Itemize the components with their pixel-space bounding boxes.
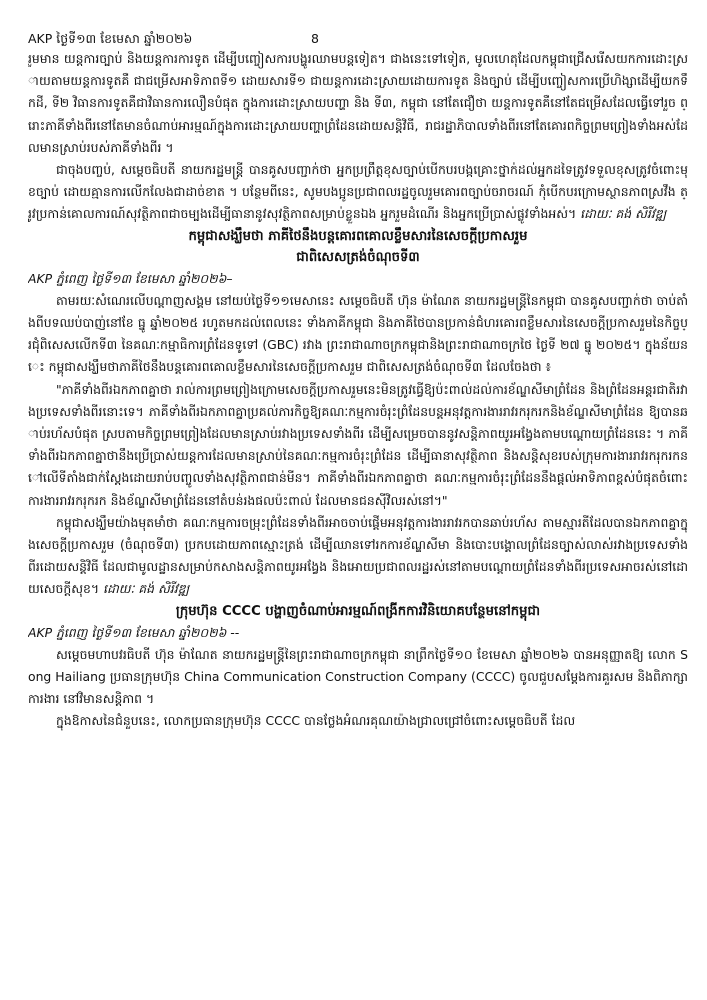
paragraph-conclusion	[28, 159, 688, 226]
paragraph-continued: រួមមាន យន្តការច្បាប់ និងយន្តការការទូត ដើម្បីបញ្ចៀសការបង្ហូរឈាមបន្តទៀត។ ជាងនេះទៅទៀត, មូលហេតុដែលកម្ពុជាជ្រើសរើសយកការដោះស្រាយតាមយន្តការទូតគឺ ជាជម្រើសអាទិភាពទី១ ដោយសារទី១ ជាយន្តការដោះស្រាយដោយការទូត និងច្បាប់ ដើម្បីបញ្ចៀសការប្រើហិង្សាដើម្បីយកទឹកដី, ទី២ វិធានការទូតគឺជាវិធានការលឿនបំផុត ក្នុងការដោះស្រាយបញ្ហា និង ទី៣, កម្ពុជា នៅតែជឿថា យន្តការទូតគឺនៅតែជម្រើសដែលធ្វើទៅរួច ព្រោះភាគីទាំងពីរនៅតែមានចំណាប់អារម្មណ៍ក្នុងការដោះស្រាយបញ្ហាព្រំដែនដោយសន្តិវិធី, រាជរដ្ឋាភិបាលទាំងពីរនៅតែគោរពកិច្ចព្រមព្រៀងទាំងអស់ដែលមានស្រាប់របស់ភាគីទាំងពីរ ។	[28, 51, 688, 155]
document-page	[28, 30, 688, 995]
article-1-byline: ដោយៈ គង់ សិរីវឌ្ឍ	[103, 581, 190, 597]
article-2-paragraph: សម្តេចមហាបវរធិបតី ហ៊ុន ម៉ាណែត នាយករដ្ឋមន្ត្រីនៃព្រះរាជាណាចក្រកម្ពុជា នាព្រឹកថ្ងៃទី១០ ខែមេសា ឆ្នាំ២០២៦ បានអនុញ្ញាតឱ្យ លោក Song Hailiang ប្រធានក្រុមហ៊ុន China Communication Construction Company (CCCC) ចូលជួបសម្តែងការគួរសម និងពិភាក្សាការងារ នៅវិមានសន្តិភាព ។	[28, 646, 688, 707]
article-1-quote: "ភាគីទាំងពីរឯកភាពគ្នាថា រាល់ការព្រមព្រៀងក្រោមសេចក្តីប្រកាសរួមនេះមិនត្រូវធ្វើឱ្យប៉ះពាល់ដល់ការខ័ណ្ឌសីមាព្រំដែន និងព្រំដែនអន្តរជាតិរវាងប្រទេសទាំងពីរនោះទេ។ ភាគីទាំងពីរឯកភាពគ្នាប្រគល់ភារកិច្ចឱ្យគណៈកម្មការចំរុះព្រំដែនបន្តអនុវត្តការងាររាវរករុករកនិងខ័ណ្ឌសីមាព្រំដែន ឱ្យបានឆាប់រហ័សបំផុត ស្របតាមកិច្ចព្រមព្រៀងដែលមានស្រាប់រវាងប្រទេសទាំងពីរ ដើម្បីសម្រេចបាននូវសន្តិភាពយូរអង្វែងតាមបណ្តោយព្រំដែននេះ ។ ភាគីទាំងពីរឯកភាពគ្នាថានឹងប្រើប្រាស់យន្តការដែលមានស្រាប់នៃគណៈកម្មការចំរុះព្រំដែន ដើម្បីធានាសុវត្ថិភាព និងសន្តិសុខរបស់ក្រុមការងាររាវរករុករកនៅលើទីតាំងជាក់ស្តែងដោយរាប់បញ្ចូលទាំងសុវត្ថិភាពជាន់មីន។ ភាគីទាំងពីរឯកភាពគ្នាថា គណៈកម្មការចំរុះព្រំដែននឹងផ្តល់អាទិភាពខ្ពស់បំផុតចំពោះការងាររាវរករុករក និងខ័ណ្ឌសីមាព្រំដែននៅតំបន់រងផលប៉ះពាល់ ដែលមានជនស៊ីវិលរស់នៅ។"	[28, 381, 688, 508]
article-1-headline-line2: ជាពិសេសត្រង់ចំណុចទី៣	[296, 249, 420, 265]
article-2-dateline: AKP ភ្នំពេញ ថ្ងៃទី១៣ ខែមេសា ឆ្នាំ២០២៦ --	[28, 624, 240, 640]
byline: ដោយៈ គង់ សិរីវឌ្ឍ	[580, 206, 667, 222]
running-header	[28, 30, 688, 48]
paragraph-conclusion-text: ជាចុងបញ្ចប់, សម្តេចធិបតី នាយករដ្ឋមន្ត្រី បានគូសបញ្ជាក់ថា អ្នកប្រព្រឹត្តខុសច្បាប់បើកបរបង្កគ្រោះថ្នាក់ដល់អ្នកដទៃត្រូវទទួលខុសត្រូវចំពោះមុខច្បាប់ ដោយគ្មានការលើកលែងជាដាច់ខាត ។ បន្ថែមពីនេះ, សូមបងប្អូនប្រជាពលរដ្ឋចូលរួមគោរពច្បាប់ចរាចរណ៍ កុំបើកបរក្រោមស្ថានភាពស្រវឹង ត្រូវប្រកាន់គោលការណ៍សុវត្ថិភាពជាចម្បងដើម្បីធានានូវសុវត្ថិភាពសម្រាប់ខ្លួនឯង អ្នករួមដំណើរ និងអ្នកប្រើប្រាស់ផ្លូវទាំងអស់។	[28, 162, 688, 222]
article-1-closing-text: កម្ពុជាសង្ឃឹមយ៉ាងមុតមាំថា គណៈកម្មការចម្រុះព្រំដែនទាំងពីរអាចចាប់ផ្តើមអនុវត្តការងាររាវរកបានឆាប់រហ័ស តាមស្មារតីដែលបានឯកភាពគ្នាក្នុងសេចក្តីប្រកាសរួម (ចំណុចទី៣) ប្រកបដោយភាពស្មោះត្រង់ ដើម្បីឈានទៅរកការខ័ណ្ឌសីមា និងបោះបង្គោលព្រំដែនច្បាស់លាស់រវាងប្រទេសទាំងពីរដោយសន្តិវិធី ដែលជាមូលដ្ឋានសម្រាប់កសាងសន្តិភាពយូរអង្វែង និងអោយប្រជាពលរដ្ឋរស់នៅតាមបណ្តោយព្រំដែនទាំងពីរប្រទេសអាចរស់នៅដោយសេចក្តីសុខ។	[28, 514, 688, 597]
header-title: AKP ថ្ងៃទី១៣ ខែមេសា ឆ្នាំ២០២៦	[28, 31, 193, 46]
page-number: 8	[311, 31, 319, 46]
article-1-headline	[28, 226, 688, 268]
article-1-dateline: AKP ភ្នំពេញ ថ្ងៃទី១៣ ខែមេសា ឆ្នាំ២០២៦–	[28, 270, 233, 286]
article-2-paragraph: ក្នុងឱកាសនៃជំនួបនេះ, លោកប្រធានក្រុមហ៊ុន CCCC បានថ្លែងអំណរគុណយ៉ាងជ្រាលជ្រៅចំពោះសម្តេចធិបតី ដែល	[56, 713, 576, 729]
article-1-paragraph	[28, 512, 688, 601]
article-2-headline: ក្រុមហ៊ុន CCCC បង្ហាញចំណាប់អារម្មណ៍ពង្រីកការវិនិយោគបន្ថែមនៅកម្ពុជា	[175, 603, 541, 619]
article-1-paragraph: តាមរយៈសំណេរលើបណ្តាញសង្គម នៅយប់ថ្ងៃទី១១មេសានេះ សម្តេចធិបតី ហ៊ុន ម៉ាណែត នាយករដ្ឋមន្ត្រីនៃកម្ពុជា បានគូសបញ្ជាក់ថា ចាប់តាំងពីបទឈប់បាញ់នៅខែ ធ្នូ ឆ្នាំ២០២៥ រហូតមកដល់ពេលនេះ ទាំងភាគីកម្ពុជា និងភាគីថៃបានប្រកាន់ជំហរគោរពខ្លឹមសារនៃសេចក្តីប្រកាសរួមនៃកិច្ចប្រជុំពិសេសលើកទី៣ នៃគណៈកម្មាធិការព្រំដែនទូទៅ (GBC) រវាង ព្រះរាជាណាចក្រកម្ពុជានិងព្រះរាជាណាចក្រថៃ ថ្ងៃទី ២៧ ធ្នូ ២០២៥។ ក្នុងន័យនេះ កម្ពុជាសង្ឃឹមថាភាគីថៃនឹងបន្តគោរពគោលខ្លឹមសារនៃសេចក្តីប្រកាសរួម ជាពិសេសត្រង់ចំណុចទី៣ ដែលចែងថា ៖	[28, 292, 688, 375]
article-1-headline-line1: កម្ពុជាសង្ឃឹមថា ភាគីថៃនឹងបន្តគោរពគោលខ្លឹមសារនៃសេចក្តីប្រកាសរួម	[188, 228, 528, 244]
